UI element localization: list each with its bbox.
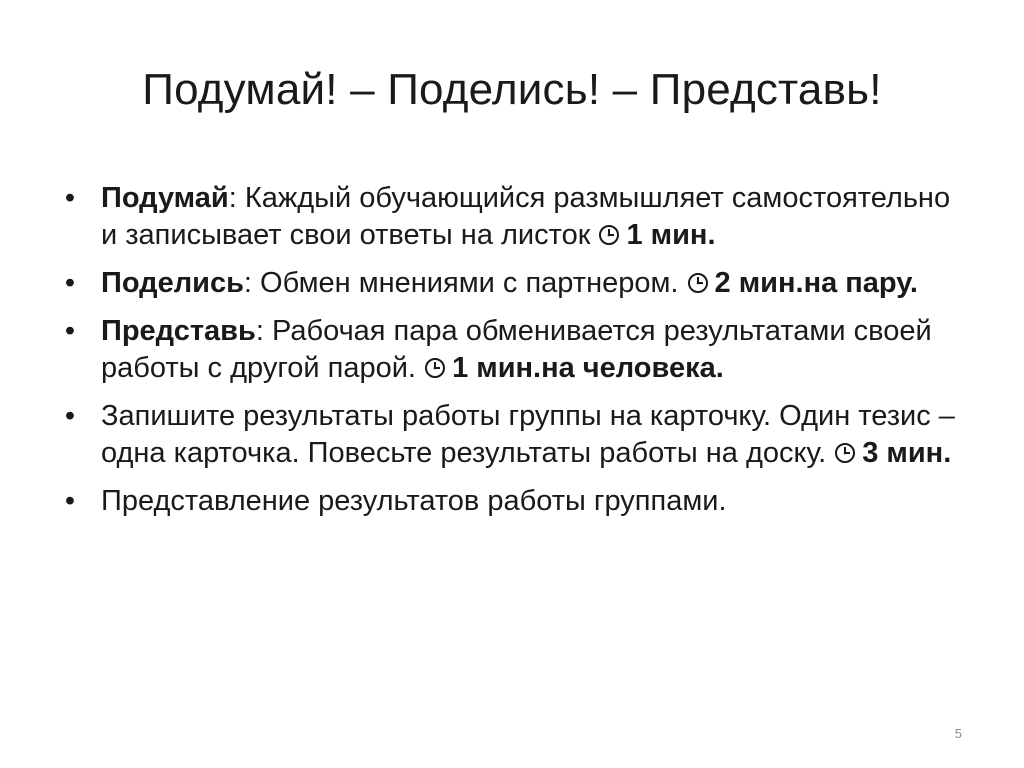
bullet-text: Представление результатов работы группами. bbox=[101, 485, 727, 517]
list-item bbox=[60, 180, 970, 254]
bullet-term: Поделись bbox=[101, 267, 244, 299]
clock-icon bbox=[598, 219, 620, 241]
clock-icon bbox=[424, 352, 446, 374]
clock-icon bbox=[687, 267, 709, 289]
bullet-dot: • bbox=[64, 182, 76, 214]
list-item bbox=[60, 265, 970, 302]
bullet-text: Рабочая пара обменивается результатами своей работы с другой парой. bbox=[101, 315, 932, 384]
bullet-list bbox=[60, 180, 970, 531]
bullet-time: 1 мин.на человека. bbox=[452, 352, 724, 384]
bullet-dot: • bbox=[64, 400, 76, 432]
clock-icon bbox=[834, 437, 856, 459]
bullet-separator: : bbox=[243, 267, 261, 299]
bullet-dot: • bbox=[64, 267, 76, 299]
bullet-term: Подумай bbox=[101, 182, 229, 214]
list-item bbox=[60, 483, 970, 520]
bullet-dot: • bbox=[64, 485, 76, 517]
bullet-separator: : bbox=[228, 182, 245, 214]
slide-title: Подумай! – Поделись! – Представь! bbox=[142, 65, 882, 114]
bullet-time: 1 мин. bbox=[626, 219, 716, 251]
bullet-separator: : bbox=[255, 315, 272, 347]
list-item bbox=[60, 398, 970, 472]
bullet-time: 2 мин.на пару. bbox=[714, 267, 918, 299]
bullet-text: Обмен мнениями с партнером. bbox=[260, 267, 687, 299]
list-item bbox=[60, 313, 970, 387]
bullet-text: Запишите результаты работы группы на карточку. Один тезис – одна карточка. Повесьте результаты работы на доску. bbox=[101, 400, 955, 469]
bullet-time: 3 мин. bbox=[862, 437, 952, 469]
bullet-text: Каждый обучающийся размышляет самостоятельно и записывает свои ответы на листок bbox=[101, 182, 951, 251]
bullet-dot: • bbox=[64, 315, 76, 347]
bullet-term: Представь bbox=[101, 315, 256, 347]
slide-number: 5 bbox=[954, 726, 962, 741]
